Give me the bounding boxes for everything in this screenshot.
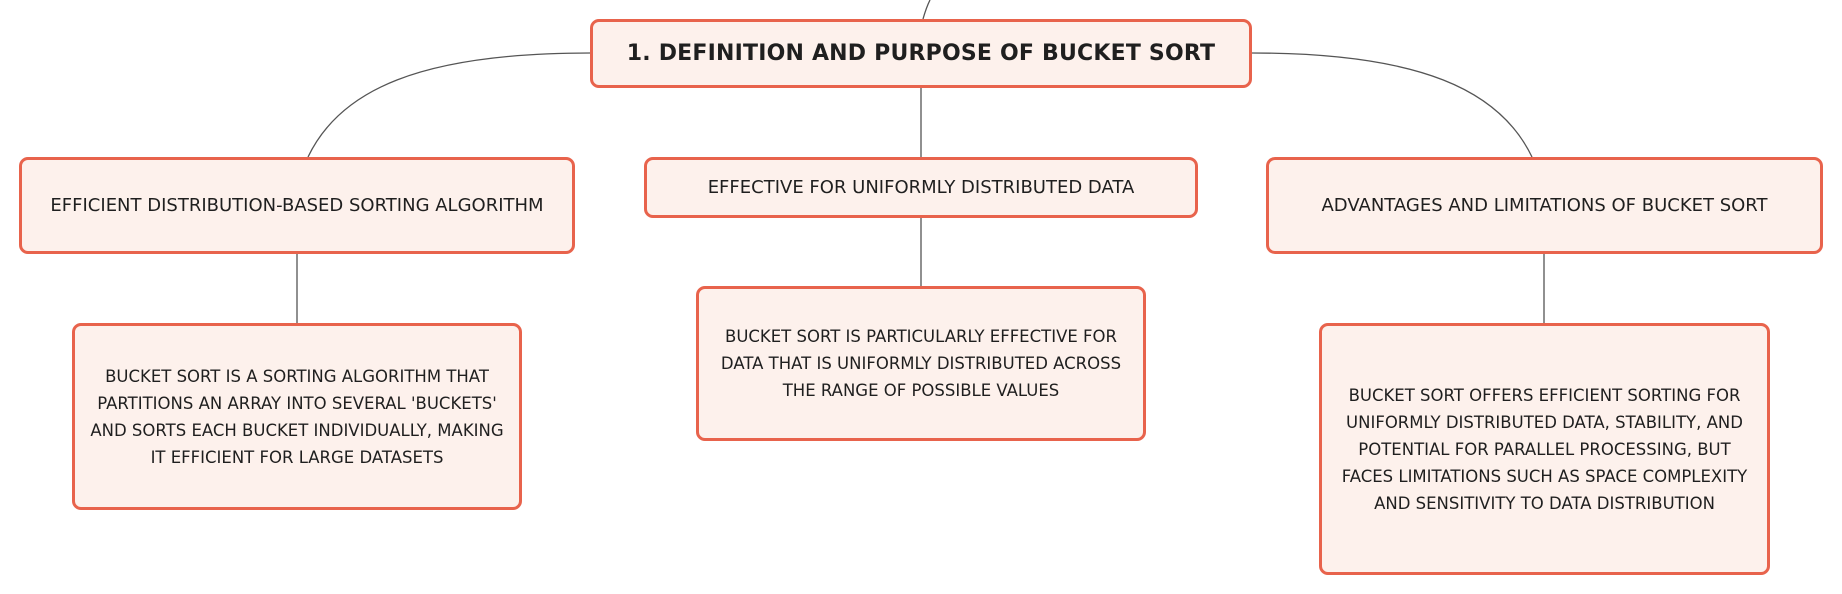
connector-parent-to-root — [923, 0, 930, 19]
root-node-label: 1. DEFINITION AND PURPOSE OF BUCKET SORT — [626, 41, 1216, 66]
branch-node-advantages-limitations[interactable] — [1266, 157, 1823, 254]
detail-node-text: BUCKET SORT IS A SORTING ALGORITHM THAT PARTITIONS AN ARRAY INTO SEVERAL 'BUCKETS' AND SORTS EACH BUCKET INDIVIDUALLY, MAKING IT EFFICIENT FOR LARGE DATASETS — [90, 366, 504, 467]
detail-node-advantages-limitations[interactable] — [1319, 323, 1770, 575]
detail-node-text: BUCKET SORT OFFERS EFFICIENT SORTING FOR UNIFORMLY DISTRIBUTED DATA, STABILITY, AND POTENTIAL FOR PARALLEL PROCESSING, BUT FACES LIMITATIONS SUCH AS SPACE COMPLEXITY AND SENSITIVITY TO DATA DISTRIBUTION — [1341, 385, 1748, 513]
root-node[interactable] — [590, 19, 1252, 88]
branch-node-label: EFFICIENT DISTRIBUTION-BASED SORTING ALGORITHM — [50, 195, 544, 216]
branch-node-uniform-data[interactable] — [644, 157, 1198, 218]
branch-node-label: ADVANTAGES AND LIMITATIONS OF BUCKET SORT — [1321, 195, 1768, 216]
connector-root-to-branch-1 — [308, 53, 590, 157]
detail-node-sorting-algorithm[interactable] — [72, 323, 522, 510]
branch-node-sorting-algorithm[interactable] — [19, 157, 575, 254]
connector-root-to-branch-3 — [1252, 53, 1532, 157]
detail-node-text: BUCKET SORT IS PARTICULARLY EFFECTIVE FOR DATA THAT IS UNIFORMLY DISTRIBUTED ACROSS THE RANGE OF POSSIBLE VALUES — [720, 327, 1122, 400]
detail-node-uniform-data[interactable] — [696, 286, 1146, 441]
branch-node-label: EFFECTIVE FOR UNIFORMLY DISTRIBUTED DATA — [707, 177, 1135, 198]
